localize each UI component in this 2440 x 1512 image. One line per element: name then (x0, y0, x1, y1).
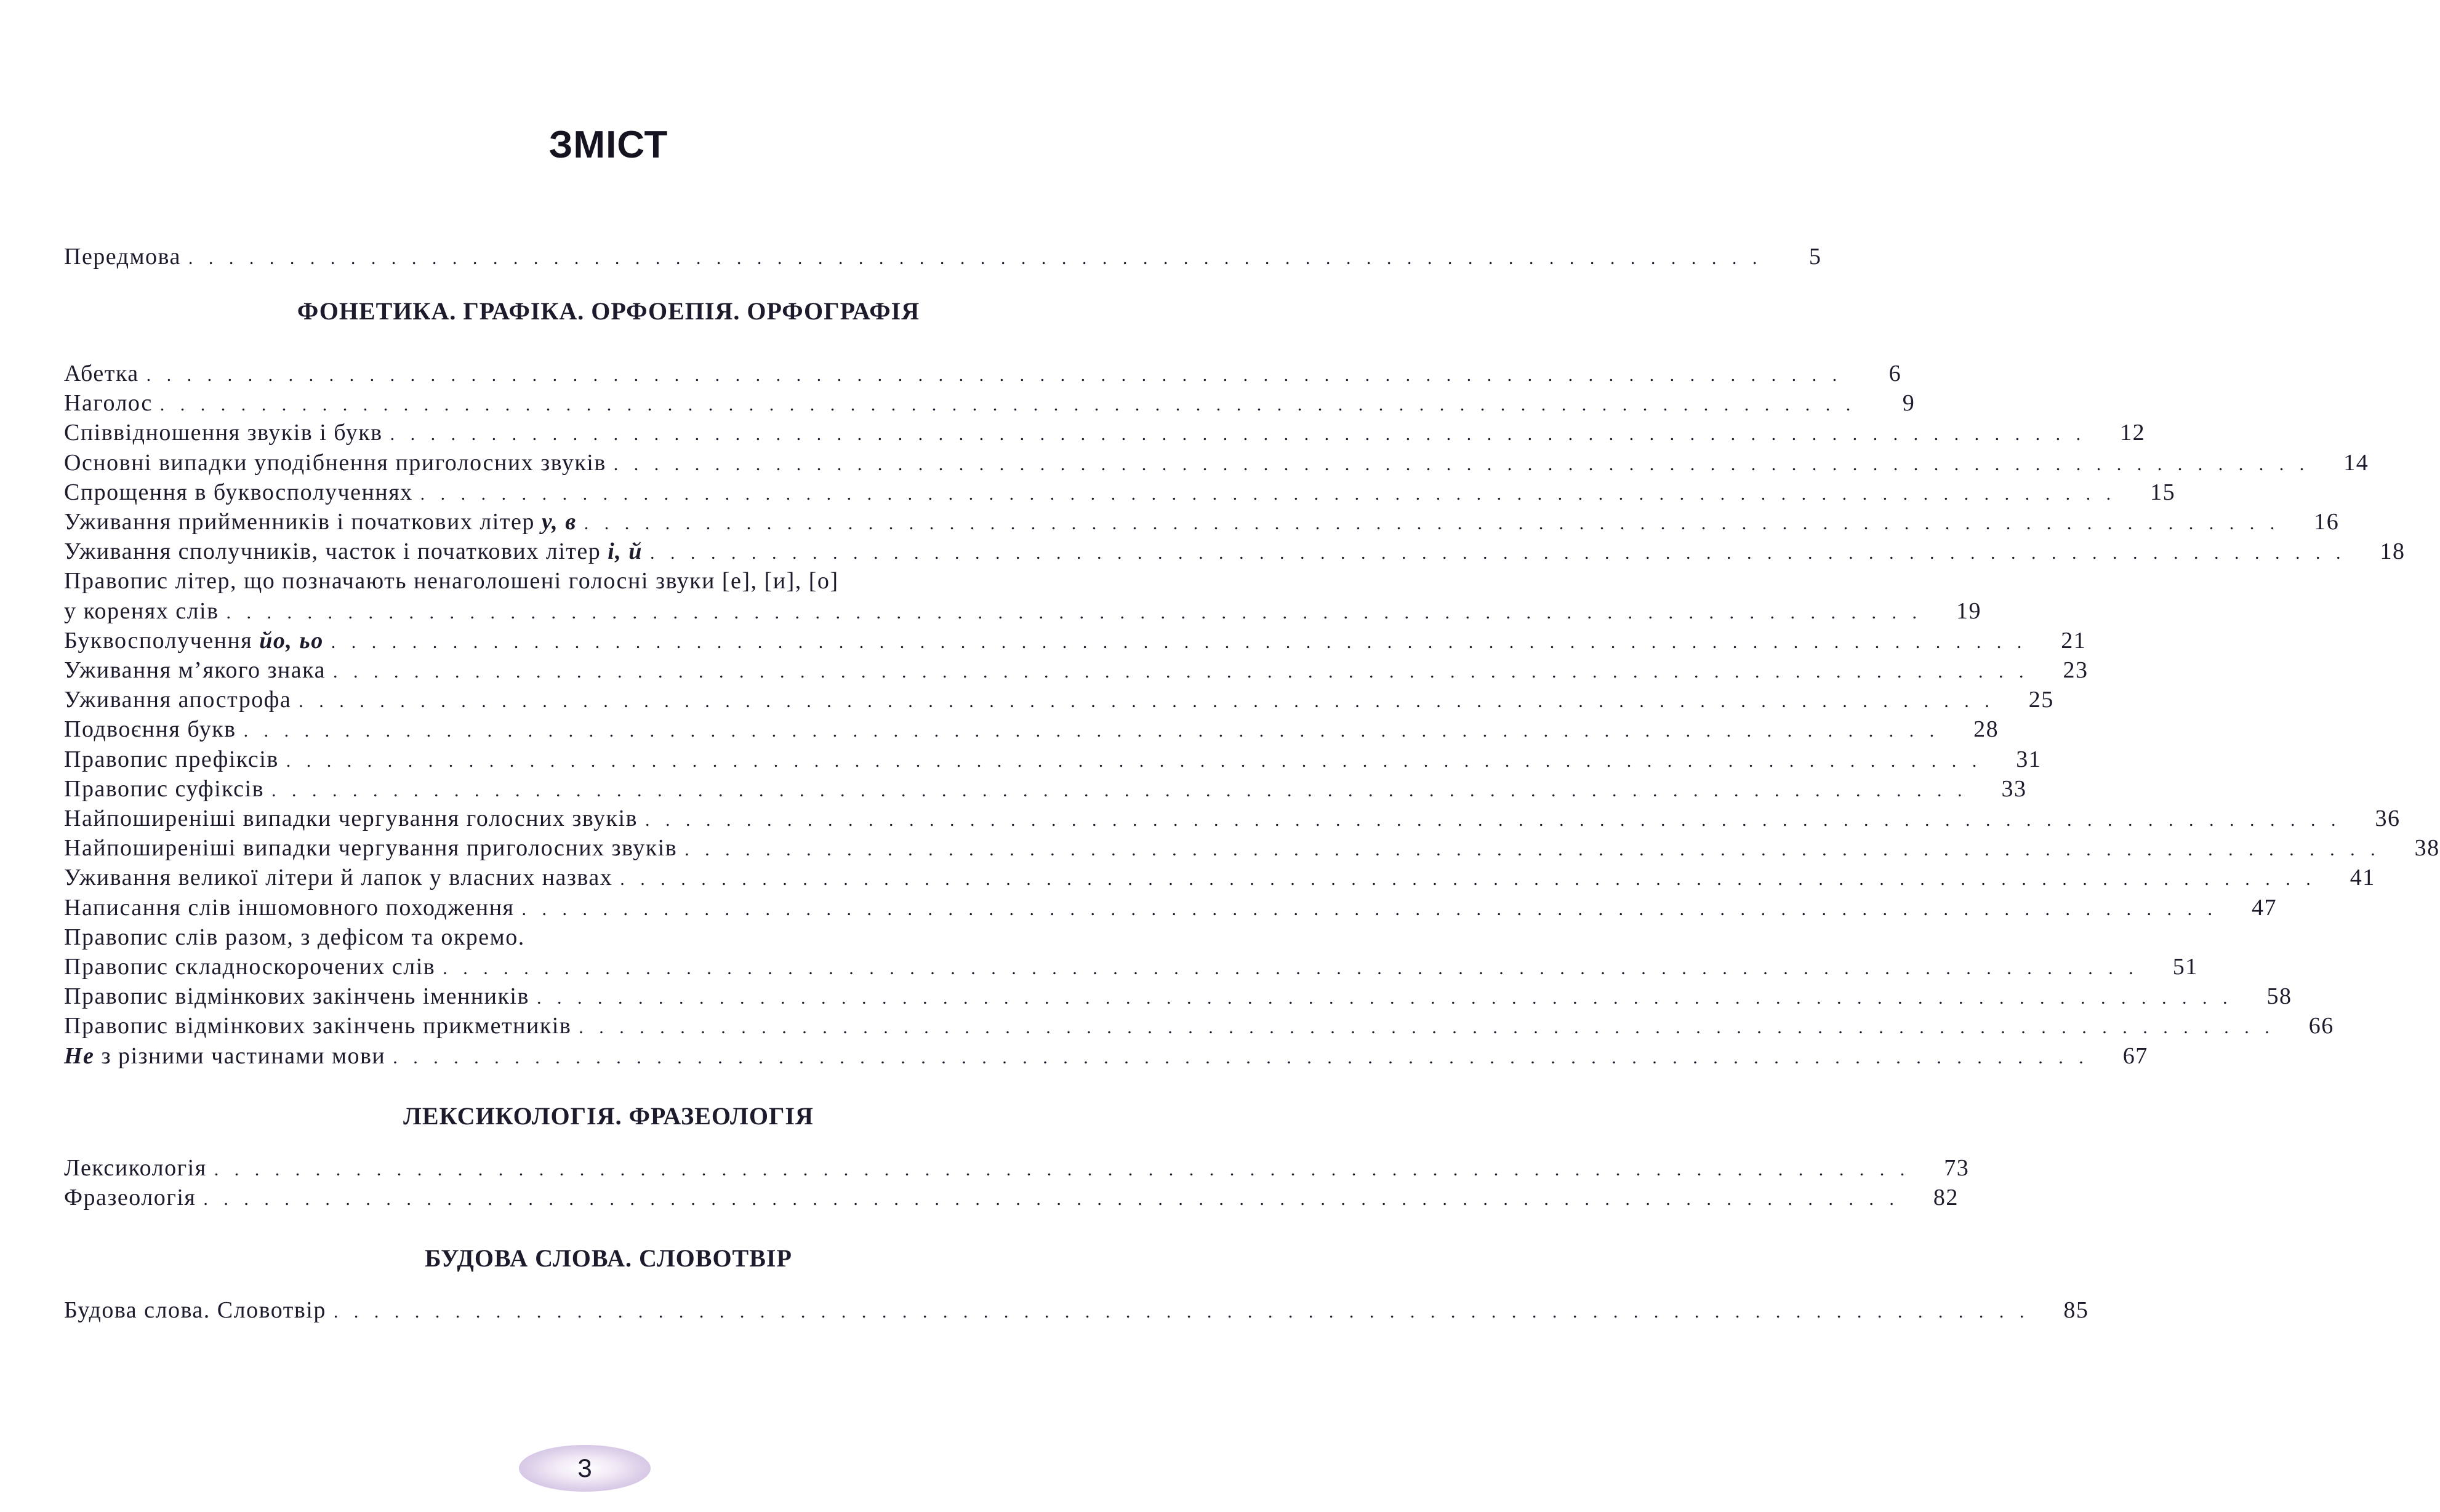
toc-page-number: 14 (2343, 449, 2369, 476)
toc-page-number: 66 (2308, 1013, 2334, 1039)
toc-entry-text: Правопис префіксів (64, 746, 279, 772)
toc-page-number: 47 (2252, 894, 2277, 921)
dot-leader: . . . . . . . . . . . . . . . . . . . . . . . . . . . . . . . . . . . . . . . . . . . . . . . . . . . . . . . . . . . . . . . . . . . . . . . . . . . . . . . . . . . . (649, 543, 2346, 564)
toc-page-number: 19 (1956, 598, 1982, 624)
toc-entry-preface[interactable] (64, 242, 1822, 271)
toc-entry[interactable] (64, 418, 2146, 447)
dot-leader: . . . . . . . . . . . . . . . . . . . . . . . . . . . . . . . . . . . . . . . . . . . . . . . . . . . . . . . . . . . . . . . . . . . . . . . . . . . . . . . . . . . . (390, 424, 2087, 445)
toc-page-number: 67 (2122, 1042, 2148, 1069)
dot-leader: . . . . . . . . . . . . . . . . . . . . . . . . . . . . . . . . . . . . . . . . . . . . . . . . . . . . . . . . . . . . . . . . . . . . . . . . . . . . . . . . . . . . (443, 958, 2139, 978)
toc-entry-main: Уживання прийменників і початкових літер (64, 509, 542, 535)
toc-page-number: 15 (2150, 479, 2176, 505)
toc-entry-text (64, 507, 577, 537)
toc-page-number: 28 (1973, 716, 1999, 743)
toc-entry[interactable] (64, 774, 2027, 804)
toc-entry[interactable] (64, 685, 2054, 714)
toc-page-number: 12 (2120, 420, 2146, 446)
section-heading-phonetics: ФОНЕТИКА. ГРАФІКА. ОРФОЕПІЯ. ОРФОГРАФІЯ (297, 297, 920, 325)
dot-leader: . . . . . . . . . . . . . . . . . . . . . . . . . . . . . . . . . . . . . . . . . . . . . . . . . . . . . . . . . . . . . . . . . . . . . . . . . . . . . . . . . . . . (243, 721, 1940, 742)
toc-page-number: 31 (2016, 746, 2042, 772)
toc-entry-line[interactable] (64, 566, 1080, 596)
toc-entry-text: Правопис слів разом, з дефісом та окремо. (64, 924, 525, 950)
dot-leader: . . . . . . . . . . . . . . . . . . . . . . . . . . . . . . . . . . . . . . . . . . . . . . . . . . . . . . . . . . . . . . . . . . . . . . . . . . . . . . . . . . . . (332, 662, 2029, 682)
toc-entry[interactable] (64, 745, 2042, 774)
toc-entry-text: Уживання апострофа (64, 687, 292, 713)
toc-entry-text: Правопис суфіксів (64, 775, 265, 802)
dot-leader: . . . . . . . . . . . . . . . . . . . . . . . . . . . . . . . . . . . . . . . . . . . . . . . . . . . . . . . . . . . . . . . . . . . . . . . . . . . . . . . . . . . . (684, 839, 2381, 860)
toc-entry-text: Правопис відмінкових закінчень іменників (64, 983, 529, 1010)
dot-leader: . . . . . . . . . . . . . . . . . . . . . . . . . . . . . . . . . . . . . . . . . . . . . . . . . . . . . . . . . . . . . . . . . . . . . . . . . . . . . . . . . . . . (420, 483, 2117, 504)
page-title: ЗМІСТ (548, 124, 668, 166)
dot-leader: . . . . . . . . . . . . . . . . . . . . . . . . . . . . . . . . . . . . . . . . . . . . . . . . . . . . . . . . . . . . . . . . . . . . . . . . . . . . . . . . . . . . (271, 780, 1968, 801)
toc-entry[interactable] (64, 537, 2406, 566)
toc-page-number: 5 (1808, 244, 1822, 270)
toc-page-number: 18 (2380, 538, 2406, 565)
section-heading-lexicology: ЛЕКСИКОЛОГІЯ. ФРАЗЕОЛОГІЯ (403, 1102, 814, 1130)
dot-leader: . . . . . . . . . . . . . . . . . . . . . . . . . . . . . . . . . . . . . . . . . . . . . . . . . . . . . . . . . . . . . . . . . . . . . . . . . . . . . . . . . . . . (536, 988, 2233, 1009)
page-number: 3 (577, 1454, 592, 1482)
toc-entry[interactable] (64, 1153, 1970, 1183)
toc-page-number: 51 (2172, 954, 2198, 980)
toc-entry-emphasis: йо, ьо (259, 627, 324, 654)
toc-page-number: 38 (2414, 835, 2440, 862)
toc-entry[interactable] (64, 1183, 1959, 1212)
dot-leader: . . . . . . . . . . . . . . . . . . . . . . . . . . . . . . . . . . . . . . . . . . . . . . . . . . . . . . . . . . . . . . . . . . . . . . . . . . . . . . (188, 248, 1763, 268)
toc-entry-main: Буквосполучення (64, 627, 260, 654)
toc-entry[interactable] (64, 833, 2440, 863)
toc-page-number: 25 (2028, 687, 2054, 713)
toc-entry[interactable] (64, 952, 2198, 982)
toc-entry[interactable] (64, 655, 2089, 685)
toc-entry-text: Написання слів іншомовного походження (64, 894, 515, 921)
toc-entry[interactable] (64, 804, 2401, 833)
dot-leader: . . . . . . . . . . . . . . . . . . . . . . . . . . . . . . . . . . . . . . . . . . . . . . . . . . . . . . . . . . . . . . . . . . . . . . . . . . . . . . . . . . . . (214, 1159, 1911, 1180)
toc-entry[interactable] (64, 596, 1982, 626)
toc-entry-text: Уживання м’якого знака (64, 657, 326, 683)
toc-entry-text: Лексикологія (64, 1155, 207, 1181)
toc-entry[interactable] (64, 1295, 2089, 1325)
toc-entry-text: Правопис складноскорочених слів (64, 954, 436, 980)
toc-page-number: 41 (2350, 865, 2375, 891)
toc-entry[interactable] (64, 478, 2176, 507)
toc-entry-text (64, 626, 324, 655)
toc-entry-text: Основні випадки уподібнення приголосних звуків (64, 449, 606, 476)
toc-page-number: 21 (2061, 627, 2087, 654)
toc-entry[interactable] (64, 982, 2292, 1011)
toc-entry-text: Найпоширеніші випадки чергування приголосних звуків (64, 835, 678, 862)
dot-leader: . . . . . . . . . . . . . . . . . . . . . . . . . . . . . . . . . . . . . . . . . . . . . . . . . . . . . . . . . . . . . . . . . . . . . . . . . . . . . . . . . . . . (333, 1302, 2030, 1322)
dot-leader: . . . . . . . . . . . . . . . . . . . . . . . . . . . . . . . . . . . . . . . . . . . . . . . . . . . . . . . . . . . . . . . . . . . . . . . . . . . . . . . . . . . . (226, 602, 1923, 623)
toc-entry-text: у коренях слів (64, 598, 219, 624)
dot-leader: . . . . . . . . . . . . . . . . . . . . . . . . . . . . . . . . . . . . . . . . . . . . . . . . . . . . . . . . . . . . . . . . . . . . . . . . . . . . . . . . . . . . (613, 454, 2310, 474)
toc-entry-text (64, 1041, 385, 1071)
toc-entry-text: Наголос (64, 390, 153, 417)
toc-entry-text: Фразеологія (64, 1185, 196, 1210)
dot-leader: . . . . . . . . . . . . . . . . . . . . . . . . . . . . . . . . . . . . . . . . . . . . . . . . . . . . . . . . . . . . . . . . . . . . . . . . . . . . . . . . . . . . (645, 810, 2342, 830)
dot-leader: . . . . . . . . . . . . . . . . . . . . . . . . . . . . . . . . . . . . . . . . . . . . . . . . . . . . . . . . . . . . . . . . . . . . . . . . . . . . . . . . . . . . (579, 1017, 2275, 1038)
toc-entry-text: Подвоєння букв (64, 716, 236, 743)
toc-entry-text: Спрощення в буквосполученнях (64, 479, 413, 505)
toc-entry[interactable] (64, 893, 2277, 922)
toc-entry-text: Найпоширеніші випадки чергування голосних звуків (64, 806, 638, 831)
dot-leader: . . . . . . . . . . . . . . . . . . . . . . . . . . . . . . . . . . . . . . . . . . . . . . . . . . . . . . . . . . . . . . . . . . . . . . . . . . . . . . . . . . . . (331, 631, 2028, 652)
toc-entry-text: Будова слова. Словотвір (64, 1297, 326, 1323)
toc-entry[interactable] (64, 507, 2340, 537)
toc-entry[interactable] (64, 448, 2369, 478)
toc-page-number: 9 (1902, 390, 1916, 417)
dot-leader: . . . . . . . . . . . . . . . . . . . . . . . . . . . . . . . . . . . . . . . . . . . . . . . . . . . . . . . . . . . . . . . . . . . . . . . . . . . . . . . . . . . . (393, 1047, 2089, 1068)
toc-entry-text: Передмова (64, 244, 181, 270)
dot-leader: . . . . . . . . . . . . . . . . . . . . . . . . . . . . . . . . . . . . . . . . . . . . . . . . . . . . . . . . . . . . . . . . . . . . . . . . . . . . . . . . . . . . (584, 513, 2281, 534)
toc-entry[interactable] (64, 388, 1916, 418)
toc-page-number: 82 (1933, 1185, 1959, 1210)
dot-leader: . . . . . . . . . . . . . . . . . . . . . . . . . . . . . . . . . . . . . . . . . . . . . . . . . . . . . . . . . . . . . . . . . . . . . . . . . . . . . . . . . . . . (299, 691, 1995, 712)
toc-entry-text: Уживання великої літери й лапок у власних назвах (64, 865, 613, 891)
dot-leader: . . . . . . . . . . . . . . . . . . . . . . . . . . . . . . . . . . . . . . . . . . . . . . . . . . . . . . . . . . . . . . . . . . . . . . . . . . . . . . . . . . . . (521, 898, 2218, 919)
toc-entry-emphasis: у, в (541, 509, 577, 535)
toc-page-number: 73 (1944, 1155, 1970, 1181)
dot-leader: . . . . . . . . . . . . . . . . . . . . . . . . . . . . . . . . . . . . . . . . . . . . . . . . . . . . . . . . . . . . . . . . . . . . . . . . . . . . . . . . . . . . (159, 394, 1856, 415)
toc-entry-text: Співвідношення звуків і букв (64, 420, 383, 446)
dot-leader: . . . . . . . . . . . . . . . . . . . . . . . . . . . . . . . . . . . . . . . . . . . . . . . . . . . . . . . . . . . . . . . . . . . . . . . . . . . . . . . . . . . . (286, 750, 1983, 771)
dot-leader: . . . . . . . . . . . . . . . . . . . . . . . . . . . . . . . . . . . . . . . . . . . . . . . . . . . . . . . . . . . . . . . . . . . . . . . . . . . . . . . . . . . . (203, 1189, 1900, 1209)
toc-entry[interactable] (64, 1041, 2148, 1071)
toc-page-number: 36 (2375, 806, 2401, 831)
section-heading-word-structure: БУДОВА СЛОВА. СЛОВОТВІР (425, 1244, 792, 1272)
toc-entry-text (64, 537, 643, 566)
toc-page-number: 16 (2314, 509, 2340, 535)
toc-entry-line[interactable] (64, 922, 1080, 952)
dot-leader: . . . . . . . . . . . . . . . . . . . . . . . . . . . . . . . . . . . . . . . . . . . . . . . . . . . . . . . . . . . . . . . . . . . . . . . . . . . . . . . . . . . . (146, 365, 1843, 385)
toc-entry-text: Правопис літер, що позначають ненаголошені голосні звуки [е], [и], [о] (64, 568, 839, 594)
toc-entry-text: Абетка (64, 361, 139, 386)
dot-leader: . . . . . . . . . . . . . . . . . . . . . . . . . . . . . . . . . . . . . . . . . . . . . . . . . . . . . . . . . . . . . . . . . . . . . . . . . . . . . . . . . . . . (620, 869, 2316, 890)
toc-entry-emphasis: Не (64, 1042, 95, 1069)
page-number-badge (519, 1445, 651, 1492)
toc-page-number: 58 (2266, 983, 2292, 1010)
toc-entry[interactable] (64, 714, 1999, 744)
toc-entry[interactable] (64, 359, 1902, 388)
toc-entry[interactable] (64, 1011, 2334, 1041)
toc-entry[interactable] (64, 863, 2375, 892)
toc-entry-main: Уживання сполучників, часток і початкових літер (64, 538, 608, 565)
toc-entry-emphasis: і, й (608, 538, 643, 565)
toc-entry-text: Правопис відмінкових закінчень прикметників (64, 1013, 572, 1039)
toc-page-number: 85 (2063, 1297, 2089, 1323)
toc-page-number: 33 (2001, 775, 2027, 802)
toc-page-number: 23 (2063, 657, 2089, 683)
toc-page-number: 6 (1888, 361, 1902, 386)
toc-entry[interactable] (64, 626, 2087, 655)
toc-entry-rest: з різними частинами мови (94, 1042, 386, 1069)
